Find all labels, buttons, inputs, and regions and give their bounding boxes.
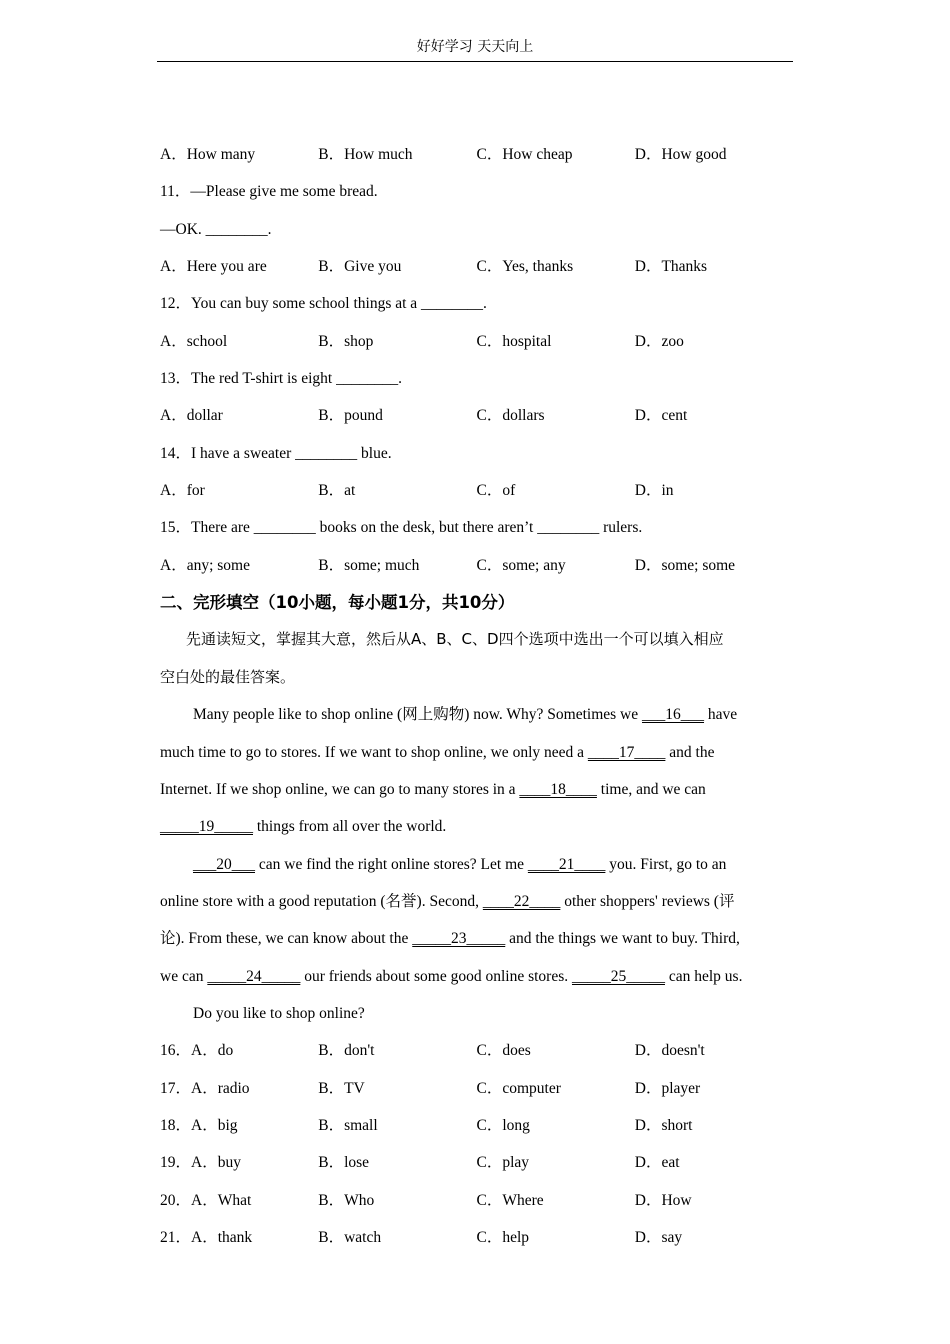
q15-option-c: C．some; any: [476, 556, 566, 574]
q16-option-c: C．does: [476, 1042, 531, 1060]
q21-option-c: C．help: [476, 1228, 530, 1246]
q12-option-a: A．school: [160, 332, 228, 350]
q17-option-b: B．TV: [318, 1079, 365, 1097]
blank-24: _____24_____: [207, 967, 301, 985]
q11-option-a: A．Here you are: [160, 258, 267, 276]
q13-option-a: A．dollar: [160, 407, 223, 425]
q18-option-c: C．long: [476, 1116, 530, 1134]
q14-options: [160, 472, 793, 509]
q10-option-a: A．How many: [160, 146, 256, 163]
passage-text: you. First, go to an: [605, 855, 727, 873]
passage-text: Internet. If we shop online, we can go to many stores in a: [160, 780, 520, 798]
q11-option-d: D．Thanks: [634, 258, 708, 276]
q20-option-c: C．Where: [476, 1191, 544, 1209]
blank-17: ____17____: [587, 743, 666, 761]
q13-option-b: B．pound: [318, 407, 383, 425]
q12-option-d: D．zoo: [634, 332, 684, 350]
q10-option-c: C．How cheap: [476, 146, 573, 163]
passage-text: much time to go to stores. If we want to shop online, we only need a: [160, 743, 588, 761]
passage-text: can help us.: [664, 967, 743, 985]
passage-text: things from all over the world.: [253, 818, 447, 836]
passage-text: other shoppers' reviews (评: [560, 892, 735, 910]
q20-option-a: 20．A．What: [160, 1191, 252, 1209]
q19-option-b: B．lose: [318, 1154, 370, 1172]
passage-line-4: [160, 808, 793, 845]
blank-20: ___20___: [193, 855, 255, 873]
q14-option-c: C．of: [476, 482, 516, 500]
q21-option-b: B．watch: [318, 1228, 382, 1246]
q12-options: [160, 323, 793, 360]
q15-option-d: D．some; some: [634, 556, 736, 574]
blank-18: ____18____: [519, 780, 597, 798]
q14-option-b: B．at: [318, 482, 356, 500]
exam-content: [160, 136, 793, 1256]
passage-text: time, and we can: [596, 780, 706, 798]
q11-stem: 11．—Please give me some bread.: [160, 183, 378, 201]
passage-line-2: [160, 734, 793, 771]
passage-line-7: [160, 920, 793, 957]
passage-line-1: [160, 696, 793, 733]
q10-options: [160, 136, 793, 173]
passage-line-9: Do you like to shop online?: [193, 1004, 365, 1022]
q16-option-b: B．don't: [318, 1042, 375, 1060]
q18-option-b: B．small: [318, 1116, 378, 1134]
q12-option-b: B．shop: [318, 332, 374, 350]
q12-option-c: C．hospital: [476, 332, 552, 350]
blank-23: _____23_____: [412, 930, 506, 948]
blank-22: ____22____: [482, 892, 561, 910]
q13-option-c: C．dollars: [476, 407, 545, 425]
q11-options: [160, 248, 793, 285]
q15-option-b: B．some; much: [318, 556, 420, 574]
passage-text: Many people like to shop online (网上购物) now. Why? Sometimes we: [193, 706, 643, 724]
q11-reply: —OK. ________.: [160, 220, 272, 238]
q13-stem: 13．The red T-shirt is eight ________.: [160, 370, 402, 388]
blank-25: _____25_____: [571, 967, 665, 985]
q11-option-b: B．Give you: [318, 258, 402, 276]
page-header: 好好学习 天天向上: [416, 39, 534, 55]
q13-options: [160, 397, 793, 434]
q20-options: [160, 1182, 793, 1219]
q14-option-a: A．for: [160, 482, 205, 500]
q16-option-a: 16．A．do: [160, 1042, 234, 1060]
blank-19: _____19_____: [160, 818, 253, 836]
q17-option-a: 17．A．radio: [160, 1079, 250, 1097]
passage-text: we can: [160, 967, 208, 985]
passage-line-5: [160, 846, 793, 883]
q10-option-b: B．How much: [318, 146, 413, 163]
q14-option-d: D．in: [634, 482, 674, 500]
passage-text: and the: [665, 743, 715, 761]
passage-text: have: [704, 706, 738, 724]
q17-option-d: D．player: [634, 1079, 701, 1097]
cloze-instruction-line-1: 先通读短文，掌握其大意，然后从A、B、C、D四个选项中选出一个可以填入相应: [186, 630, 724, 649]
blank-16: ___16___: [642, 706, 705, 724]
cloze-instruction-line-2: 空白处的最佳答案。: [160, 667, 296, 686]
q21-option-d: D．say: [634, 1228, 683, 1246]
q18-option-d: D．short: [634, 1116, 693, 1134]
q10-option-d: D．How good: [634, 146, 727, 163]
passage-line-3: [160, 771, 793, 808]
q19-options: [160, 1144, 793, 1181]
q13-option-d: D．cent: [634, 407, 688, 425]
q15-stem: 15．There are ________ books on the desk, but there aren’t ________ rulers.: [160, 519, 643, 537]
header-divider: [157, 61, 793, 62]
q19-option-c: C．play: [476, 1154, 530, 1172]
q15-option-a: A．any; some: [160, 556, 250, 574]
q17-option-c: C．computer: [476, 1079, 561, 1097]
passage-line-8: [160, 958, 793, 995]
q18-option-a: 18．A．big: [160, 1116, 238, 1134]
q18-options: [160, 1107, 793, 1144]
passage-text: and the things we want to buy. Third,: [505, 930, 740, 948]
q20-option-b: B．Who: [318, 1191, 375, 1209]
q19-option-a: 19．A．buy: [160, 1154, 241, 1172]
passage-line-6: [160, 883, 793, 920]
q11-option-c: C．Yes, thanks: [476, 258, 574, 276]
passage-text: our friends about some good online stores.: [300, 967, 572, 985]
q17-options: [160, 1070, 793, 1107]
q15-options: [160, 547, 793, 584]
section-title-cloze: 二、完形填空（10小题，每小题1分，共10分）: [160, 593, 515, 613]
passage-text: 论). From these, we can know about the: [160, 930, 413, 948]
q20-option-d: D．How: [634, 1191, 692, 1209]
q19-option-d: D．eat: [634, 1154, 680, 1172]
q21-option-a: 21．A．thank: [160, 1228, 253, 1246]
blank-21: ____21____: [527, 855, 606, 873]
q16-options: [160, 1032, 793, 1069]
q21-options: [160, 1219, 793, 1256]
q12-stem: 12．You can buy some school things at a ________.: [160, 295, 487, 313]
passage-text: can we find the right online stores? Let me: [255, 855, 528, 873]
passage-text: online store with a good reputation (名誉). Second,: [160, 892, 483, 910]
q14-stem: 14．I have a sweater ________ blue.: [160, 444, 392, 462]
q16-option-d: D．doesn't: [634, 1042, 705, 1060]
